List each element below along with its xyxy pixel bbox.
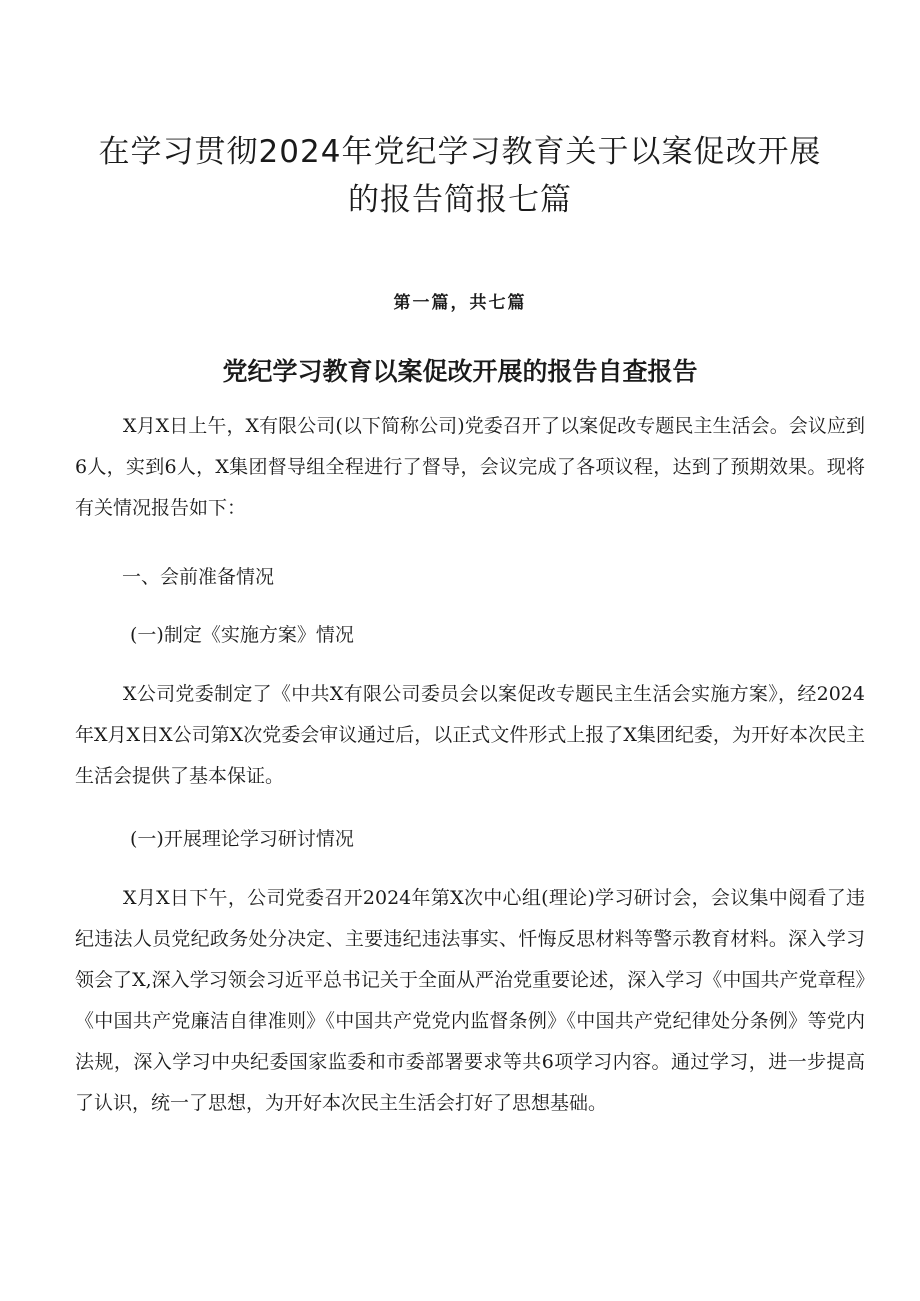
- plan-paragraph: X公司党委制定了《中共X有限公司委员会以案促改专题民主生活会实施方案》，经2024年X月X日X公司第X次党委会审议通过后，以正式文件形式上报了X集团纪委，为开好本次民主生活会提供了基本保证。: [75, 683, 865, 787]
- intro-paragraph: X月X日上午，X有限公司(以下简称公司)党委召开了以案促改专题民主生活会。会议应到6人，实到6人，X集团督导组全程进行了督导，会议完成了各项议程，达到了预期效果。现将有关情况报告如下：: [75, 415, 865, 519]
- document-title-line-2: 的报告简报七篇: [348, 182, 572, 218]
- part-label: 第一篇，共七篇: [393, 293, 527, 313]
- subsection-heading-plan: (一)制定《实施方案》情况: [130, 624, 354, 646]
- document-title-line-1: 在学习贯彻2024年党纪学习教育关于以案促改开展: [98, 134, 822, 170]
- subsection-heading-study: (一)开展理论学习研讨情况: [130, 828, 354, 850]
- section-heading-preparation: 一、会前准备情况: [122, 566, 275, 588]
- study-paragraph: X月X日下午，公司党委召开2024年第X次中心组(理论)学习研讨会，会议集中阅看了违纪违法人员党纪政务处分决定、主要违纪违法事实、忏悔反思材料等警示教育材料。深入学习领会了X,深入学习领会习近平总书记关于全面从严治党重要论述，深入学习《中国共产党章程》《中国共产党廉洁自律准则》《中国共产党党内监督条例》《中国共产党纪律处分条例》等党内法规，深入学习中央纪委国家监委和市委部署要求等共6项学习内容。通过学习，进一步提高了认识，统一了思想，为开好本次民主生活会打好了思想基础。: [75, 887, 865, 1114]
- report-subtitle: 党纪学习教育以案促改开展的报告自查报告: [222, 357, 698, 386]
